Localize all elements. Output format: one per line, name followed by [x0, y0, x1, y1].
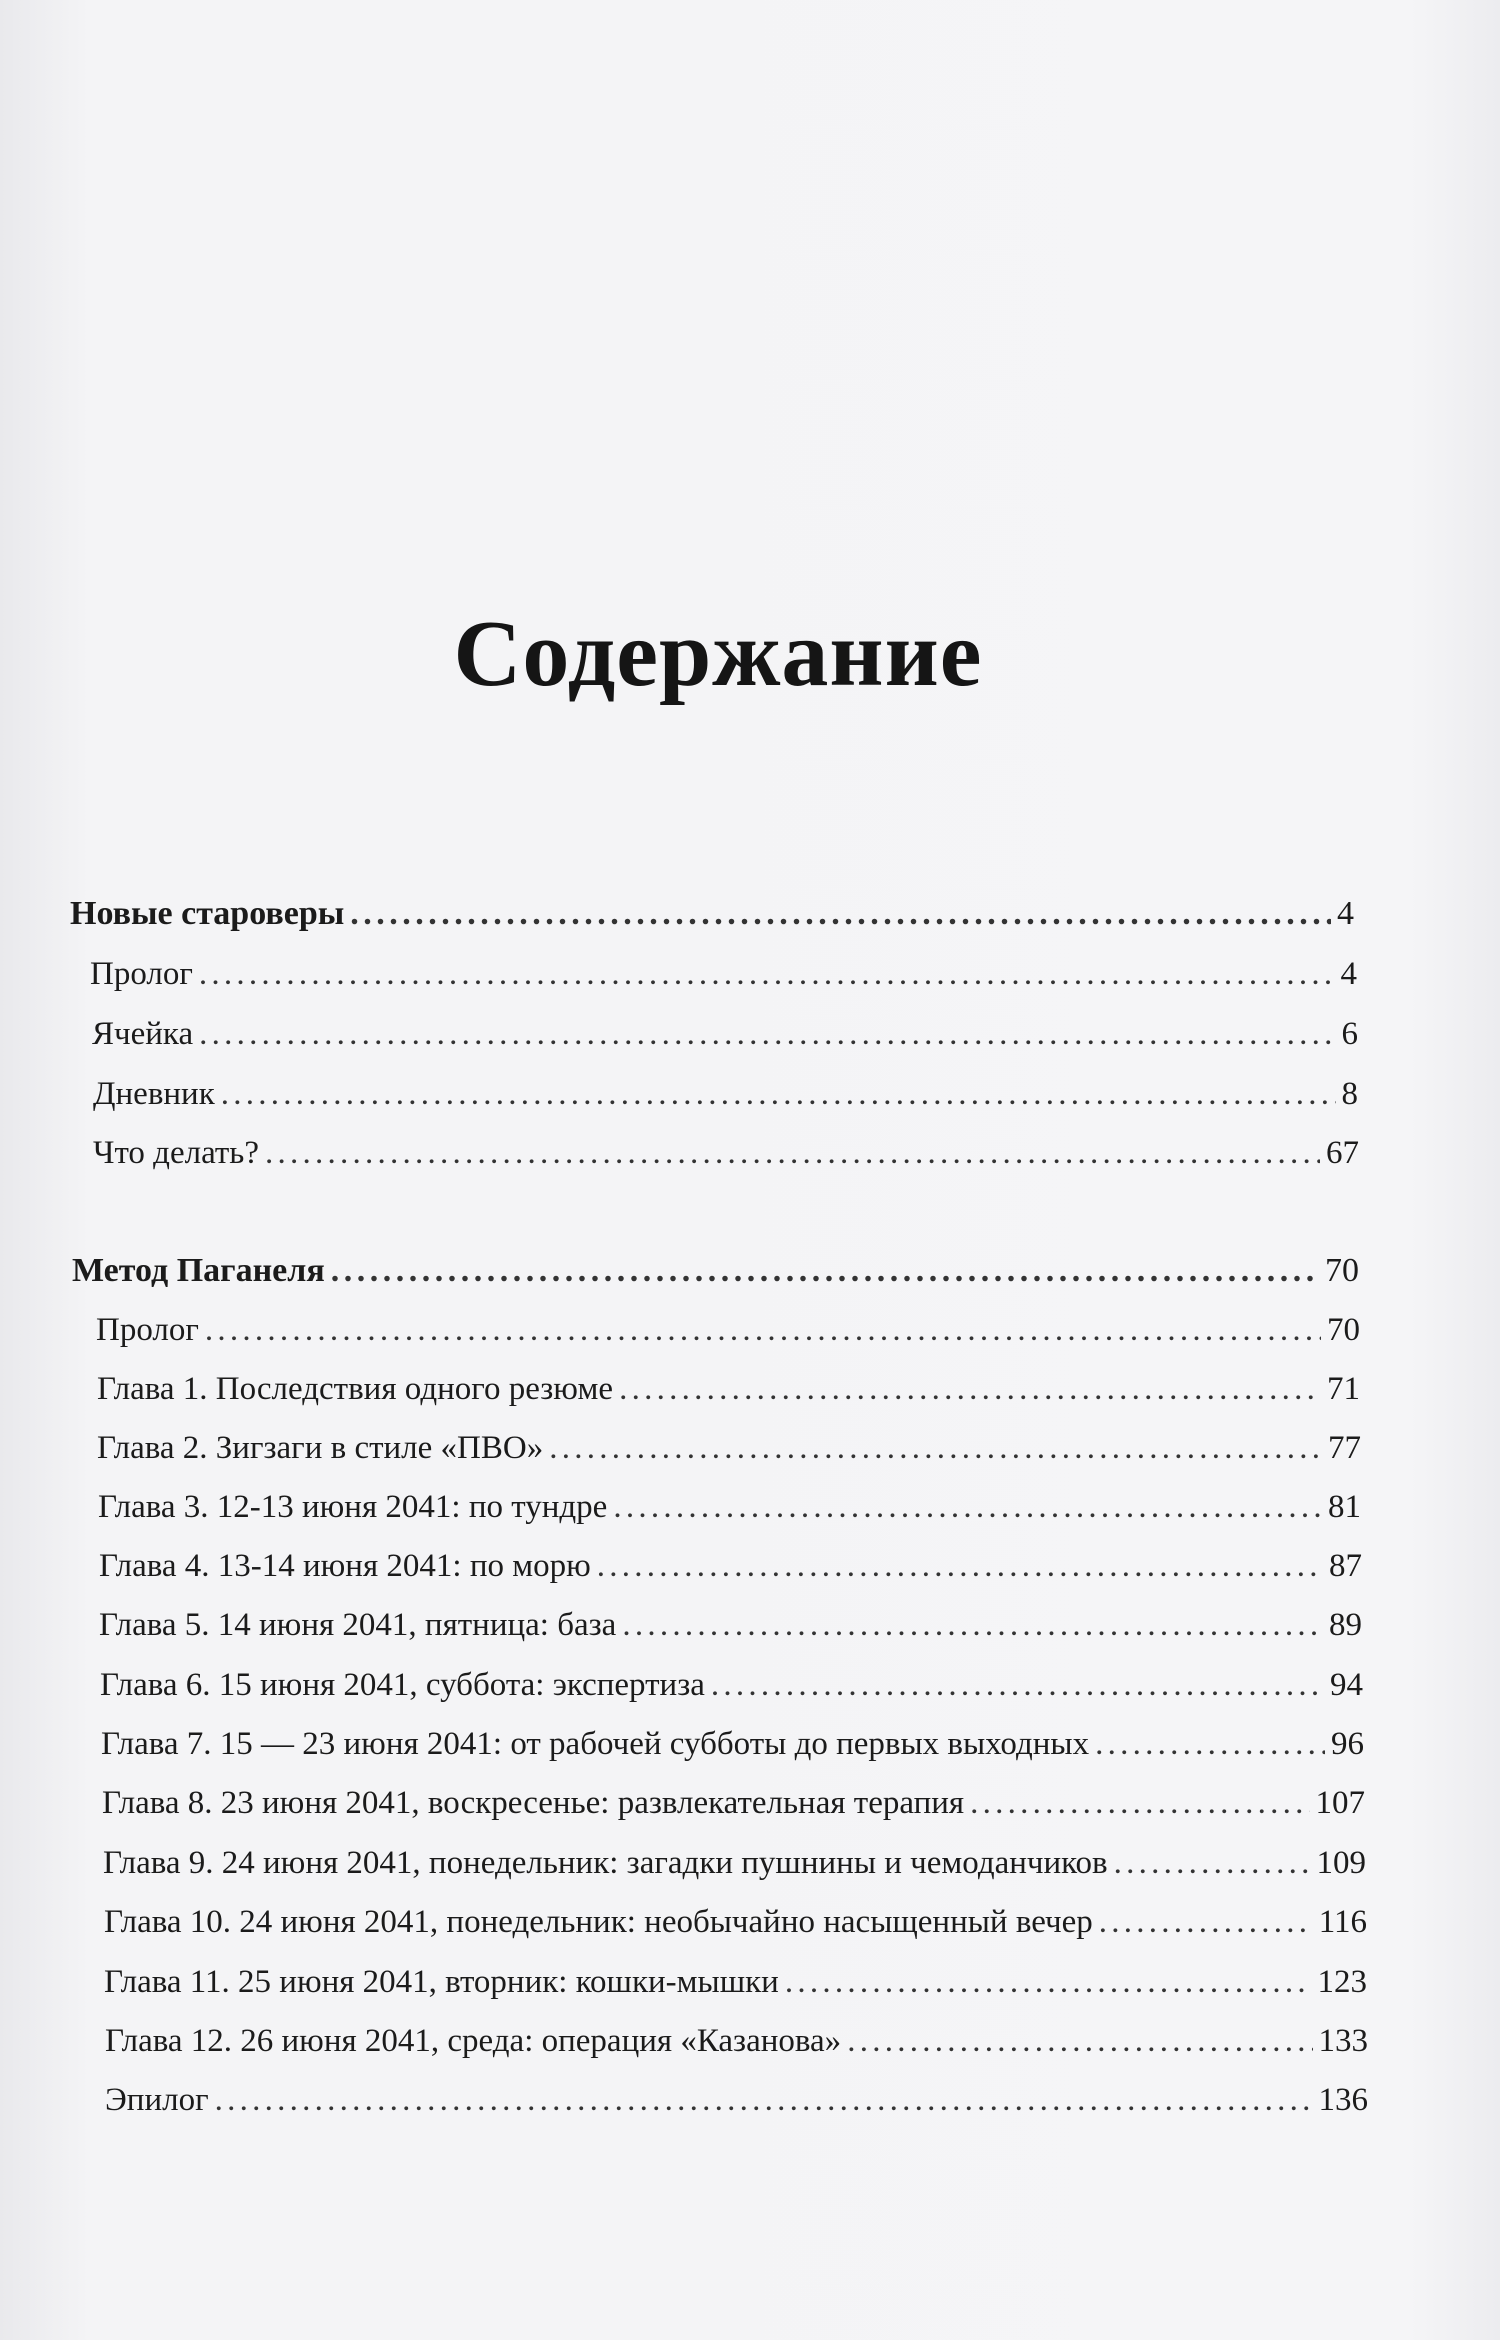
- toc-page-number: 6: [1341, 1016, 1358, 1052]
- toc-entry-label: Глава 7. 15 — 23 июня 2041: от рабочей субботы до первых выходных: [101, 1726, 1090, 1762]
- toc-entry[interactable]: [98, 1485, 1361, 1529]
- toc-entry-label: Что делать?: [93, 1135, 259, 1171]
- toc-entry[interactable]: [96, 1308, 1360, 1352]
- toc-leader-dots: [619, 1367, 1321, 1411]
- toc-page-number: 4: [1337, 895, 1354, 932]
- toc-entry[interactable]: [103, 1841, 1366, 1885]
- toc-part-label: Метод Паганеля: [72, 1252, 325, 1289]
- toc-part-2[interactable]: [72, 1249, 1359, 1293]
- toc-leader-dots: [1099, 1900, 1313, 1944]
- toc-entry[interactable]: [101, 1722, 1364, 1766]
- toc-entry[interactable]: [104, 1960, 1367, 2004]
- toc-leader-dots: [1114, 1841, 1311, 1885]
- toc-entry-label: Глава 4. 13-14 июня 2041: по морю: [99, 1548, 591, 1584]
- toc-entry[interactable]: [93, 1072, 1358, 1116]
- toc-entry[interactable]: [105, 2078, 1368, 2122]
- toc-leader-dots: [847, 2019, 1312, 2063]
- toc-page-number: 70: [1325, 1252, 1359, 1289]
- toc-entry-label: Глава 8. 23 июня 2041, воскресенье: развлекательная терапия: [102, 1785, 965, 1821]
- toc-leader-dots: [613, 1485, 1322, 1529]
- toc-entry-label: Пролог: [96, 1312, 199, 1348]
- toc-entry-label: Глава 12. 26 июня 2041, среда: операция «Казанова»: [105, 2023, 842, 2059]
- toc-leader-dots: [970, 1781, 1309, 1825]
- toc-page-number: 136: [1318, 2082, 1368, 2118]
- toc-entry[interactable]: [90, 952, 1357, 996]
- toc-page-number: 70: [1327, 1312, 1360, 1348]
- toc-page-number: 87: [1329, 1548, 1362, 1584]
- toc-entry[interactable]: [92, 1012, 1358, 1056]
- page-title: Содержание: [453, 602, 983, 706]
- toc-leader-dots: [199, 1012, 1335, 1056]
- toc-entry-label: Глава 3. 12-13 июня 2041: по тундре: [98, 1489, 608, 1525]
- toc-page-number: 89: [1329, 1607, 1362, 1643]
- toc-page-number: 67: [1326, 1135, 1359, 1171]
- toc-entry[interactable]: [93, 1131, 1359, 1175]
- toc-page-number: 8: [1341, 1076, 1358, 1112]
- toc-part-label: Новые староверы: [70, 895, 345, 932]
- toc-leader-dots: [622, 1603, 1323, 1647]
- toc-leader-dots: [205, 1308, 1321, 1352]
- toc-entry[interactable]: [100, 1663, 1363, 1707]
- toc-entry[interactable]: [99, 1544, 1362, 1588]
- toc-page-number: 116: [1318, 1904, 1367, 1940]
- toc-entry-label: Глава 2. Зигзаги в стиле «ПВО»: [97, 1430, 544, 1466]
- toc-leader-dots: [1095, 1722, 1325, 1766]
- toc-page-number: 77: [1328, 1430, 1361, 1466]
- toc-leader-dots: [597, 1544, 1323, 1588]
- toc-leader-dots: [331, 1249, 1319, 1293]
- toc-entry-label: Глава 5. 14 июня 2041, пятница: база: [99, 1607, 617, 1643]
- toc-page-number: 94: [1330, 1667, 1363, 1703]
- toc-part-1[interactable]: [70, 892, 1354, 936]
- toc-leader-dots: [549, 1426, 1322, 1470]
- toc-leader-dots: [350, 892, 1331, 936]
- toc-entry-label: Пролог: [90, 956, 193, 992]
- toc-page-number: 81: [1328, 1489, 1361, 1525]
- toc-entry[interactable]: [99, 1603, 1362, 1647]
- toc-page-number: 71: [1327, 1371, 1360, 1407]
- toc-entry-label: Глава 10. 24 июня 2041, понедельник: необычайно насыщенный вечер: [104, 1904, 1093, 1940]
- toc-page-number: 123: [1317, 1964, 1367, 2000]
- toc-entry-label: Эпилог: [105, 2082, 209, 2118]
- toc-leader-dots: [785, 1960, 1312, 2004]
- toc-entry[interactable]: [97, 1367, 1360, 1411]
- toc-page-number: 109: [1316, 1845, 1366, 1881]
- toc-entry-label: Дневник: [93, 1076, 215, 1112]
- toc-entry-label: Глава 1. Последствия одного резюме: [97, 1371, 614, 1407]
- toc-entry-label: Ячейка: [92, 1016, 194, 1052]
- toc-entry-label: Глава 11. 25 июня 2041, вторник: кошки-мышки: [104, 1964, 779, 2000]
- toc-leader-dots: [711, 1663, 1324, 1707]
- toc-leader-dots: [215, 2078, 1313, 2122]
- toc-page-number: 4: [1340, 956, 1357, 992]
- toc-entry[interactable]: [97, 1426, 1361, 1470]
- toc-entry[interactable]: [105, 2019, 1368, 2063]
- toc-entry-label: Глава 6. 15 июня 2041, суббота: экспертиза: [100, 1667, 705, 1703]
- toc-entry-label: Глава 9. 24 июня 2041, понедельник: загадки пушнины и чемоданчиков: [103, 1845, 1108, 1881]
- toc-entry[interactable]: [102, 1781, 1365, 1825]
- toc-leader-dots: [199, 952, 1335, 996]
- toc-page-number: 133: [1318, 2023, 1368, 2059]
- toc-leader-dots: [265, 1131, 1320, 1175]
- toc-entry[interactable]: [104, 1900, 1367, 1944]
- toc-leader-dots: [221, 1072, 1336, 1116]
- toc-page-number: 107: [1315, 1785, 1365, 1821]
- toc-page-number: 96: [1331, 1726, 1364, 1762]
